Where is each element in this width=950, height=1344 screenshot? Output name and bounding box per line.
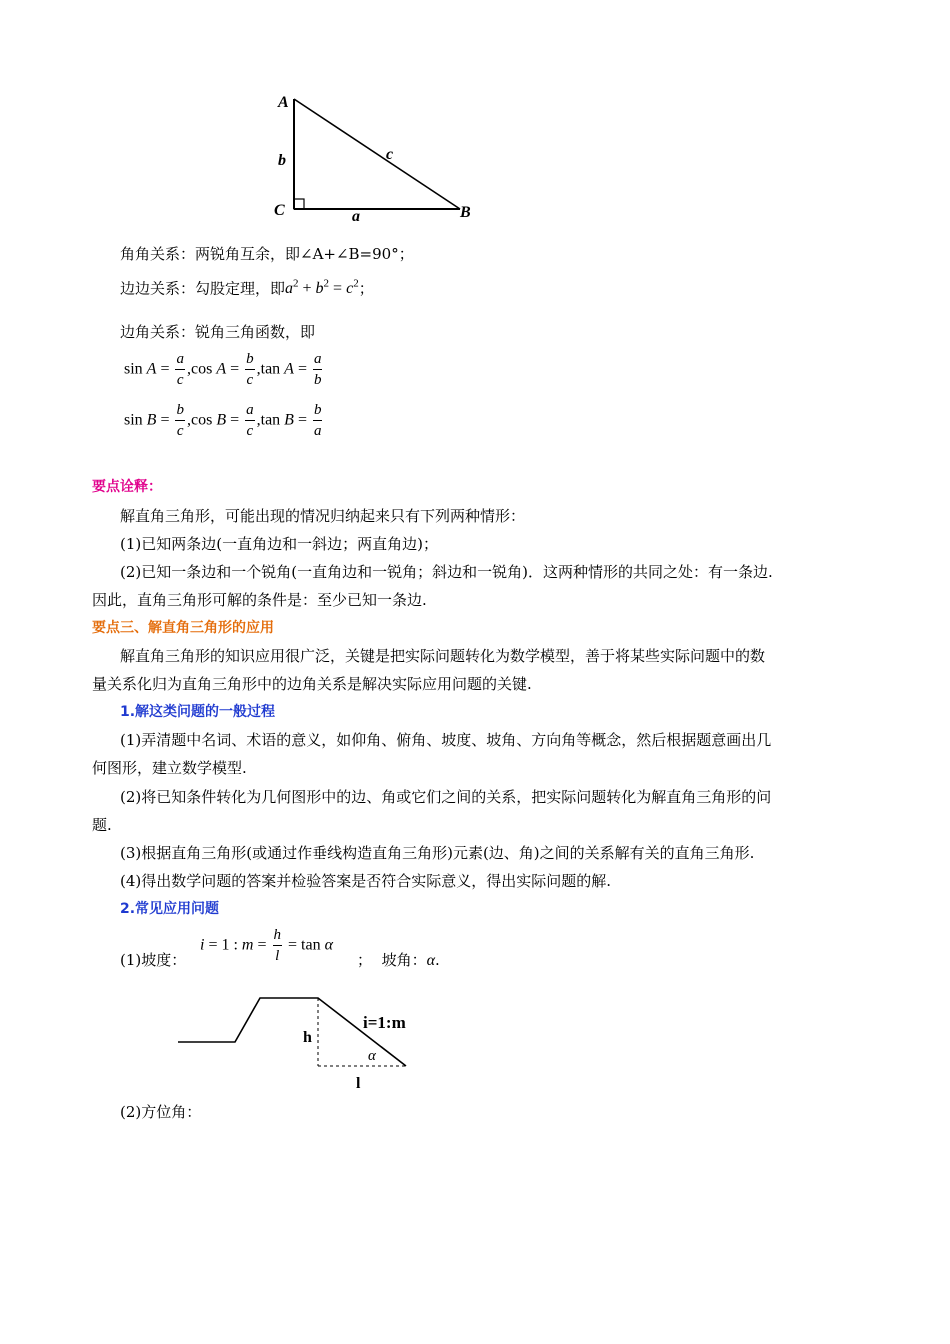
vertex-a-label: A	[278, 94, 289, 111]
slope-figure	[170, 990, 440, 1095]
side-c-label: c	[386, 146, 394, 163]
h-over-l-fraction: $\frac{h}{l}$	[273, 927, 282, 964]
side-a-label: a	[352, 208, 360, 225]
process-step-3: (3)根据直角三角形(或通过作垂线构造直角三角形)元素(边、角)之间的关系解有关的直角三角形.	[120, 844, 755, 862]
angle-relation: 角角关系：两锐角互余，即∠A+∠B=90°；	[120, 245, 414, 263]
pythagorean-formula: $a^2 + b^2 = c^2$	[285, 278, 359, 298]
alpha-label: α	[368, 1048, 376, 1064]
bearing-label: (2)方位角：	[120, 1103, 202, 1121]
key-points-heading: 要点诠释：	[92, 479, 162, 495]
side-relation-suffix: ；	[358, 279, 374, 298]
slope-formula: i = 1 : m = $\frac{h}{l}$ = tan α	[200, 927, 333, 964]
slope-angle-text: ； 坡角：α.	[357, 951, 440, 969]
trig-row-a: sin A = $\frac{a}{c}$ ,cos A = $\frac{b}{c}$ ,tan A = $\frac{a}{b}$	[124, 351, 322, 388]
tan-a-fraction: $\frac{a}{b}$	[313, 351, 322, 388]
side-relation	[120, 272, 900, 301]
slope-label: (1)坡度：	[120, 951, 187, 969]
right-triangle-figure	[260, 85, 490, 225]
process-step-2: (2)将已知条件转化为几何图形中的边、角或它们之间的关系，把实际问题转化为解直角三角形的问	[120, 788, 772, 806]
height-label: h	[303, 1029, 312, 1046]
process-step-4: (4)得出数学问题的答案并检验答案是否符合实际意义，得出实际问题的解.	[120, 872, 612, 890]
key-points-p2: (1)已知两条边(一直角边和一斜边；两直角边)；	[120, 535, 438, 553]
key-points-p4: 因此，直角三角形可解的条件是：至少已知一条边.	[92, 591, 427, 609]
section3-p2: 量关系化归为直角三角形中的边角关系是解决实际应用问题的关键.	[92, 675, 532, 693]
vertex-b-label: B	[460, 204, 471, 221]
subsection2-heading: 2.常见应用问题	[120, 901, 220, 917]
cos-b-fraction: $\frac{a}{c}$	[246, 402, 254, 439]
key-points-p1: 解直角三角形，可能出现的情况归纳起来只有下列两种情形：	[120, 507, 526, 525]
sin-b-fraction: $\frac{b}{c}$	[176, 402, 184, 439]
process-step-1-cont: 何图形，建立数学模型.	[92, 759, 247, 777]
vertex-c-label: C	[274, 202, 285, 219]
sin-a-fraction: $\frac{a}{c}$	[176, 351, 184, 388]
cos-a-fraction: $\frac{b}{c}$	[246, 351, 254, 388]
base-length-label: l	[356, 1075, 361, 1092]
right-angle-marker	[294, 199, 304, 209]
process-step-1: (1)弄清题中名词、术语的意义，如仰角、俯角、坡度、坡角、方向角等概念，然后根据题意画出几	[120, 731, 772, 749]
side-relation-prefix: 边边关系：勾股定理，即	[120, 279, 286, 298]
subsection1-heading: 1.解这类问题的一般过程	[120, 704, 276, 720]
side-b-label: b	[278, 152, 286, 169]
section3-heading: 要点三、解直角三角形的应用	[92, 620, 274, 636]
side-angle-relation: 边角关系：锐角三角函数，即	[120, 323, 316, 341]
side-c-line	[294, 99, 460, 209]
trig-row-b: sin B = $\frac{b}{c}$ ,cos B = $\frac{a}{c}$ ,tan B = $\frac{b}{a}$	[124, 402, 322, 439]
slope-ratio-label: i=1:m	[363, 1013, 406, 1032]
key-points-p3: (2)已知一条边和一个锐角(一直角边和一锐角；斜边和一锐角)．这两种情形的共同之处：有一条边.	[120, 563, 773, 581]
process-step-2-cont: 题.	[92, 816, 112, 834]
section3-p1: 解直角三角形的知识应用很广泛，关键是把实际问题转化为数学模型，善于将某些实际问题中的数	[120, 647, 766, 665]
tan-b-fraction: $\frac{b}{a}$	[313, 402, 322, 439]
